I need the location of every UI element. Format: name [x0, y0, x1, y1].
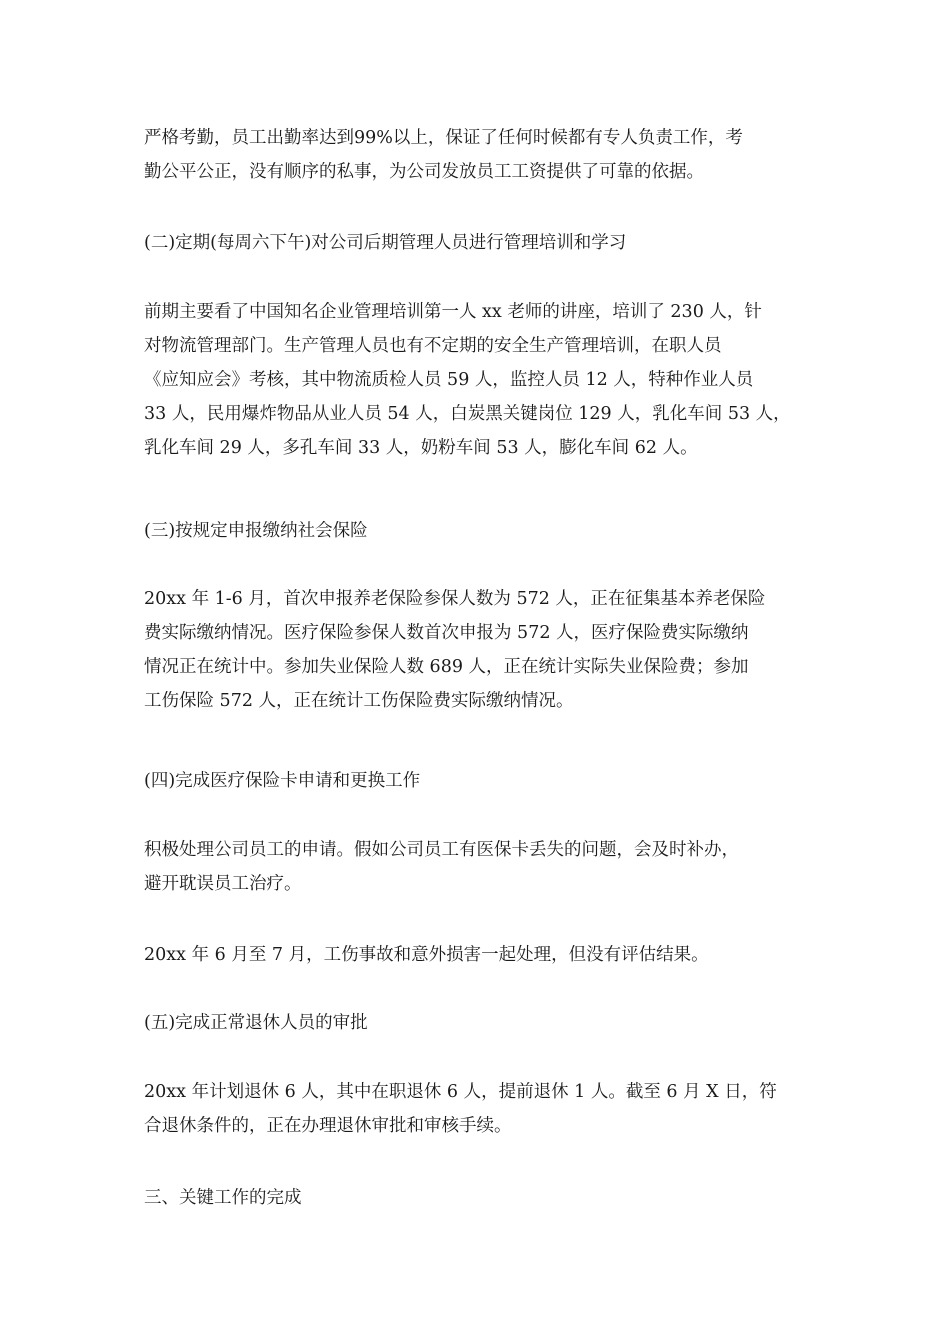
section-heading-key-work — [144, 1181, 814, 1215]
text-line: 工伤保险 572 人，正在统计工伤保险费实际缴纳情况。 — [144, 691, 574, 711]
text-line: 费实际缴纳情况。医疗保险参保人数首次申报为 572 人，医疗保险费实际缴纳 — [144, 623, 749, 643]
paragraph-social-insurance — [144, 582, 814, 718]
text-line: 20xx 年 6 月至 7 月，工伤事故和意外损害一起处理，但没有评估结果。 — [144, 945, 709, 965]
text-line: 33 人，民用爆炸物品从业人员 54 人，白炭黑关键岗位 129 人，乳化车间 53 人， — [144, 404, 791, 424]
text-line: (三)按规定申报缴纳社会保险 — [144, 521, 368, 541]
text-line: 避开耽误员工治疗。 — [144, 874, 302, 894]
text-line: 对物流管理部门。生产管理人员也有不定期的安全生产管理培训，在职人员 — [144, 336, 722, 356]
text-line: 情况正在统计中。参加失业保险人数 689 人，正在统计实际失业保险费；参加 — [144, 657, 749, 677]
text-line: 20xx 年计划退休 6 人，其中在职退休 6 人，提前退休 1 人。截至 6 月 X 日，符 — [144, 1082, 777, 1102]
paragraph-training — [144, 295, 814, 465]
text-line: 《应知应会》考核，其中物流质检人员 59 人，监控人员 12 人，特种作业人员 — [144, 370, 754, 390]
text-line: 合退休条件的，正在办理退休审批和审核手续。 — [144, 1116, 512, 1136]
text-line: (四)完成医疗保险卡申请和更换工作 — [144, 771, 421, 791]
section-heading-retirement — [144, 1006, 814, 1040]
text-line: 三、关键工作的完成 — [144, 1188, 302, 1208]
section-heading-social-insurance — [144, 514, 814, 548]
text-line: (五)完成正常退休人员的审批 — [144, 1013, 368, 1033]
section-heading-medical-card — [144, 764, 814, 798]
section-heading-training — [144, 226, 814, 260]
text-line: 严格考勤，员工出勤率达到99%以上，保证了任何时候都有专人负责工作，考 — [144, 128, 743, 148]
text-line: (二)定期(每周六下午)对公司后期管理人员进行管理培训和学习 — [144, 233, 627, 253]
text-line: 乳化车间 29 人，多孔车间 33 人，奶粉车间 53 人，膨化车间 62 人。 — [144, 438, 698, 458]
text-line: 20xx 年 1-6 月，首次申报养老保险参保人数为 572 人，正在征集基本养老保险 — [144, 589, 766, 609]
paragraph-medical-card — [144, 833, 814, 901]
text-line: 勤公平公正，没有顺序的私事，为公司发放员工工资提供了可靠的依据。 — [144, 162, 704, 182]
text-line: 积极处理公司员工的申请。假如公司员工有医保卡丢失的问题，会及时补办， — [144, 840, 739, 860]
paragraph-retirement — [144, 1075, 814, 1143]
text-line: 前期主要看了中国知名企业管理培训第一人 xx 老师的讲座，培训了 230 人，针 — [144, 302, 762, 322]
paragraph-attendance — [144, 121, 814, 189]
paragraph-work-injury — [144, 938, 814, 972]
